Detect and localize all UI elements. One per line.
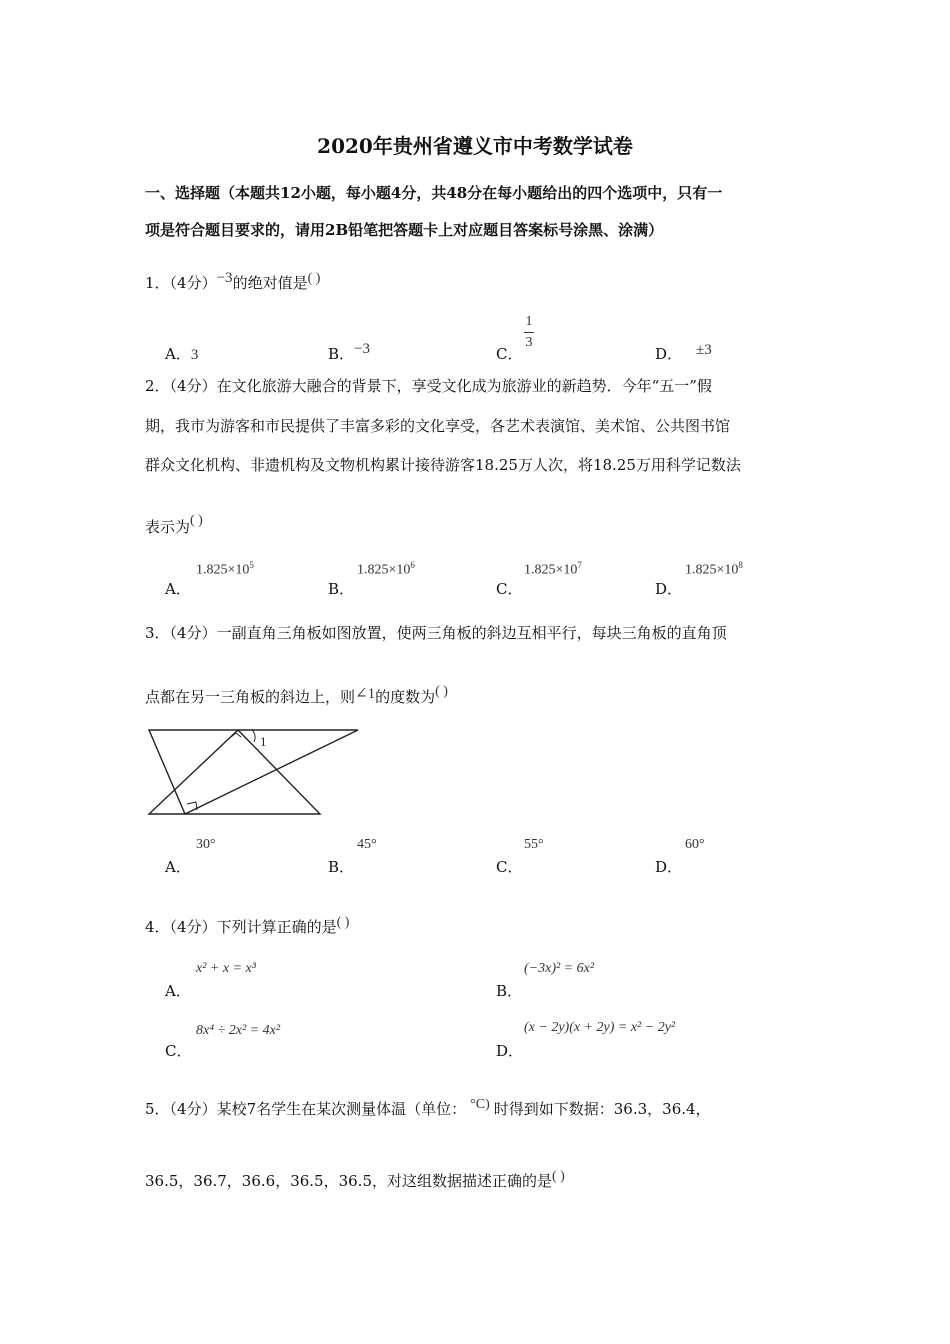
q3-option-c-value: 55° [524, 837, 544, 852]
question-3-line2: 点都在另一三角板的斜边上，则∠1的度数为( ) [145, 684, 448, 706]
q2-option-c-letter: C． [496, 580, 523, 598]
section-heading-line1: 一、选择题（本题共12小题，每小题4分，共48分在每小题给出的四个选项中，只有一 [145, 184, 723, 202]
q1-option-c-fraction [524, 314, 534, 351]
q3-option-b-letter: B． [328, 858, 355, 876]
question-3-line1: 3．（4分）一副直角三角板如图放置，使两三角板的斜边互相平行，每块三角板的直角顶 [145, 624, 727, 642]
q4-option-c-letter: C． [165, 1042, 192, 1060]
angle-symbol: ∠1 [355, 686, 376, 702]
fraction-numerator: 1 [525, 314, 533, 329]
q4-option-c-expr: 8x⁴ ÷ 2x² = 4x² [196, 1023, 281, 1038]
question-5-line1: 5．（4分）某校7名学生在某次测量体温（单位： °C) 时得到如下数据：36.3，36.4， [145, 1097, 711, 1118]
question-2-line3: 群众文化机构、非遗机构及文物机构累计接待游客18.25万人次，将18.25万用科学记数法 [145, 456, 741, 474]
triangle-plate-2 [149, 730, 320, 814]
question-1-prefix: 1．（4分） [145, 274, 217, 292]
fraction-denominator: 3 [525, 335, 533, 350]
angle-1-arc [252, 730, 255, 742]
q4-option-b-expr: (−3x)² = 6x² [524, 961, 595, 976]
q2-option-b-letter: B． [328, 580, 355, 598]
question-2-line2: 期，我市为游客和市民提供了丰富多彩的文化享受，各艺术表演馆、美术馆、公共图书馆 [145, 417, 731, 435]
section-heading-line2: 项是符合题目要求的，请用2B铅笔把答题卡上对应题目答案标号涂黑、涂满） [145, 221, 664, 239]
question-1-stem [145, 272, 320, 293]
q3-option-b-value: 45° [357, 837, 377, 852]
q1-option-b: B．−3 [328, 341, 370, 363]
q1-option-d: D． ±3 [655, 342, 712, 363]
question-1-suffix: 的绝对值是 [232, 274, 308, 292]
question-2-line1: 2．（4分）在文化旅游大融合的背景下，享受文化成为旅游业的新趋势．今年“五一”假 [145, 377, 712, 395]
celsius-unit: °C) [470, 1097, 490, 1112]
question-5-line2: 36.5，36.7，36.6，36.5，36.5，对这组数据描述正确的是( ) [145, 1169, 565, 1190]
question-2-line4: 表示为( ) [145, 513, 203, 536]
q3-option-c-letter: C． [496, 858, 523, 876]
q3-option-d-value: 60° [685, 837, 705, 852]
q1-option-a: A．3 [165, 345, 199, 363]
q2-option-d-value: $1.825\times 10^8$ [685, 560, 743, 578]
triangle-figure [140, 722, 370, 822]
page-title: 2020年贵州省遵义市中考数学试卷 [317, 134, 633, 158]
q2-option-c-value: $1.825\times 10^7$ [524, 560, 582, 578]
question-1-paren: ( ) [307, 271, 321, 286]
q2-option-b-value: $1.825\times 10^6$ [357, 560, 415, 578]
q3-option-a-letter: A． [165, 858, 191, 876]
q4-option-a-letter: A． [165, 982, 191, 1000]
q3-option-d-letter: D． [655, 858, 683, 876]
q2-option-a-value: $1.825\times 10^5$ [196, 560, 254, 578]
triangle-plate-1 [149, 730, 358, 814]
q4-option-d-expr: (x − 2y)(x + 2y) = x² − 2y² [524, 1020, 676, 1035]
q3-option-a-value: 30° [196, 837, 216, 852]
fraction-bar [524, 332, 534, 333]
question-1-expr: −3 [216, 270, 233, 286]
question-4-stem: 4．（4分）下列计算正确的是( ) [145, 915, 350, 936]
q2-option-a-letter: A． [165, 580, 191, 598]
q4-option-a-expr: x² + x = x³ [196, 961, 256, 976]
q4-option-b-letter: B． [496, 982, 523, 1000]
q4-option-d-letter: D． [496, 1042, 524, 1060]
q2-option-d-letter: D． [655, 580, 683, 598]
q1-option-c-letter: C． [496, 345, 523, 363]
angle-1-label: 1 [260, 734, 267, 749]
